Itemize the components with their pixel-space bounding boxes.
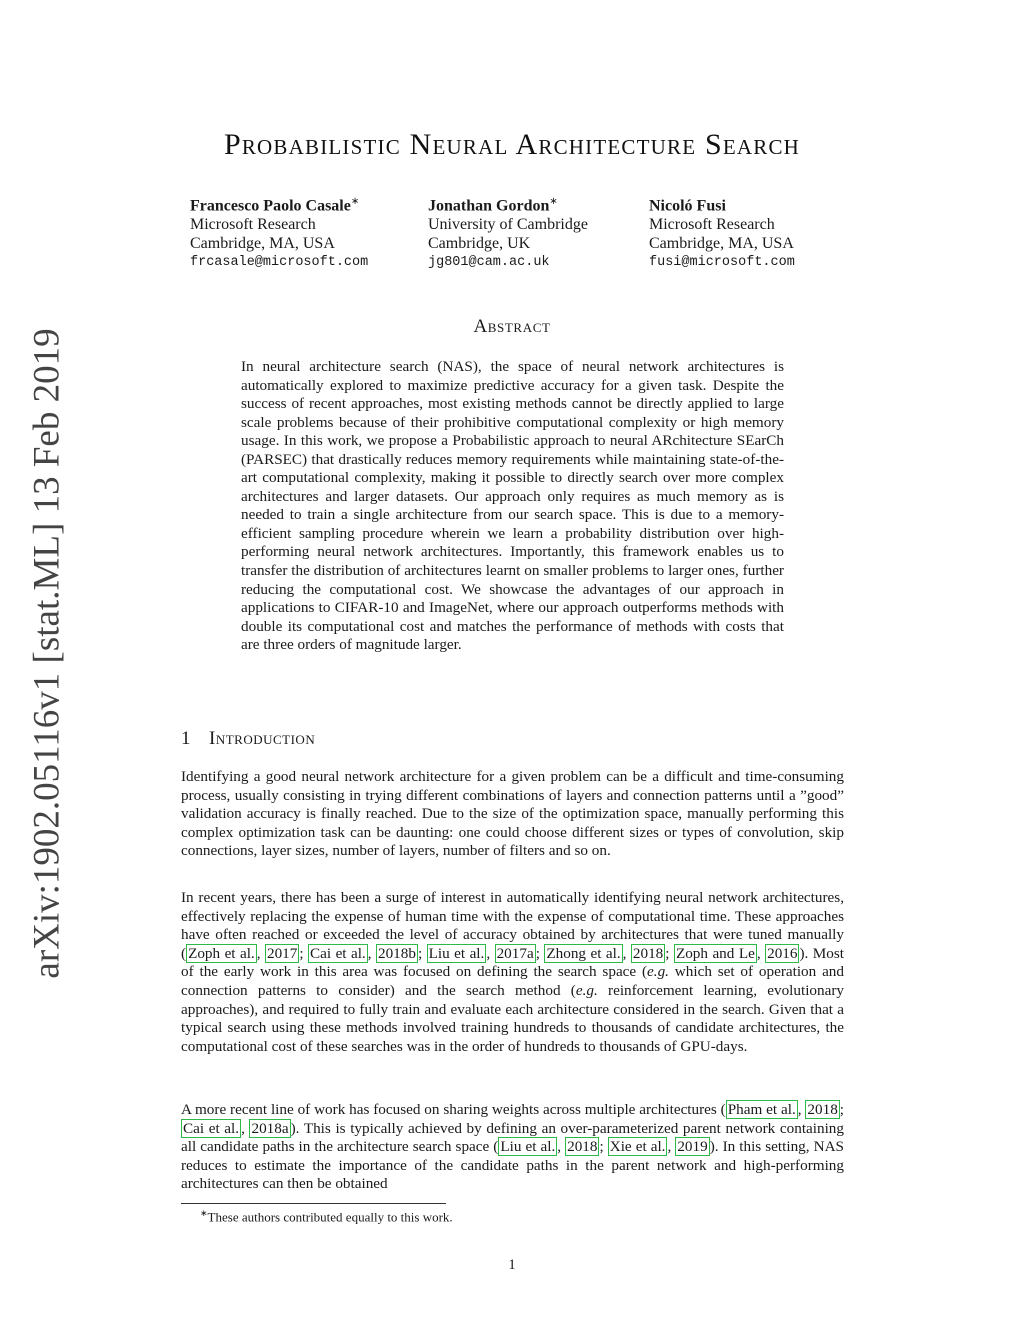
author-1 <box>190 192 428 272</box>
author-3 <box>649 192 849 272</box>
footnote-mark: ∗ <box>200 1208 208 1218</box>
citation-link[interactable]: Zoph et al. <box>188 944 255 962</box>
author-3-affiliation: Microsoft Research <box>649 216 775 234</box>
author-2-name: Jonathan Gordon <box>428 197 550 215</box>
citation-link[interactable]: 2017 <box>266 944 298 962</box>
page-number: 1 <box>508 1257 516 1273</box>
intro-paragraph-1: Identifying a good neural network architecture for a given problem can be a difficult and time-consuming process, usually consisting in trying different combinations of layers and connection patterns until a ”good” validation accuracy is finally reached. Due to the size of the optimization space, manually performing this complex optimization task can be daunting: one could choose different sizes or types of convolution, skip connections, layer sizes, number of layers, number of filters and so on. <box>181 768 844 860</box>
citation-link[interactable]: 2017a <box>496 944 534 962</box>
author-1-location: Cambridge, MA, USA <box>190 235 335 253</box>
author-2-email[interactable]: jg801@cam.ac.uk <box>428 255 550 271</box>
arxiv-stamp-text: arXiv:1902.05116v1 [stat.ML] 13 Feb 2019 <box>26 327 68 979</box>
author-2-mark: ∗ <box>549 196 558 207</box>
citation-link[interactable]: Zoph and Le <box>675 944 755 962</box>
footnote-text: These authors contributed equally to this work. <box>207 1209 453 1225</box>
footnote <box>200 1208 453 1225</box>
citation-link[interactable]: 2018 <box>632 944 664 962</box>
author-1-mark: ∗ <box>350 196 360 207</box>
author-3-email[interactable]: fusi@microsoft.com <box>649 255 795 271</box>
section-number: 1 <box>181 728 191 749</box>
section-heading <box>181 728 315 750</box>
author-1-affiliation: Microsoft Research <box>190 216 316 234</box>
abstract-text: In neural architecture search (NAS), the space of neural network architectures is automatically explored to maximize predictive accuracy for a given task. Despite the success of recent approaches, most existing methods cannot be directly applied to large scale problems because of their prohibitive computational complexity or high memory usage. In this work, we propose a Probabilistic approach to neural ARchitecture SEarCh (PARSEC) that drastically reduces memory requirements while maintaining state-of-the-art computational complexity, making it possible to directly search over more complex architectures and larger datasets. Our approach only requires as much memory as is needed to train a single architecture from our search space. This is due to a memory-efficient sampling procedure wherein we learn a probability distribution over high-performing neural network architectures. Importantly, this framework enables us to transfer the distribution of architectures learnt on smaller problems to larger ones, further reducing the computational cost. We showcase the advantages of our approach in applications to CIFAR-10 and ImageNet, where our approach outperforms methods with double its computational cost and matches the performance of methods with costs that are three orders of magnitude larger. <box>241 358 784 654</box>
citation-link[interactable]: Pham et al. <box>727 1101 796 1118</box>
author-3-name: Nicoló Fusi <box>649 197 726 215</box>
citation-link[interactable]: Cai et al. <box>183 1119 240 1137</box>
author-1-email[interactable]: frcasale@microsoft.com <box>190 255 369 271</box>
citation-link[interactable]: Zhong et al. <box>546 944 621 962</box>
citation-link[interactable]: Cai et al. <box>310 944 366 962</box>
citation-link[interactable]: Liu et al. <box>428 944 485 962</box>
author-2 <box>428 192 649 272</box>
citation-link[interactable]: 2016 <box>767 944 798 962</box>
intro-paragraph-2: In recent years, there has been a surge of interest in automatically identifying neural network architectures, effectively replacing the expense of human time with the expense of computational time. These approaches have often reached or exceeded the level of accuracy obtained by architectures that were tuned manually ( Zoph et al. , 2017 ; Cai et al. , 2018b ; Liu et al. , 2017a ; Zhong et al. , 2018 ; Zoph and Le , 2016 ). Most of the early work in this area was focused on defining the search space (e.g. which set of operation and connection patterns to consider) and the search method (e.g. reinforcement learning, evolutionary approaches), and required to fully train and evaluate each architecture considered in the search. Given that a typical search using these methods involved training hundreds to thousands of candidate architectures, the computational cost of these searches was in the order of hundreds to thousands of GPU-days. <box>181 889 844 1055</box>
footnote-rule <box>181 1203 446 1204</box>
author-3-location: Cambridge, MA, USA <box>649 235 794 253</box>
citation-link[interactable]: 2018 <box>567 1138 598 1156</box>
intro-paragraph-3: A more recent line of work has focused on sharing weights across multiple architectures ( Pham et al. , 2018 ; Cai et al. , 2018a ). This is typically achieved by defining an over-parameterized parent network containing all candidate paths in the architecture search space ( Liu et al. , 2018 ; Xie et al. , 2019 ). In this setting, NAS reduces to estimate the importance of the candidate paths in the parent network and high-performing architectures can then be obtained <box>181 1101 845 1193</box>
citation-link[interactable]: 2018b <box>377 944 416 962</box>
citation-link[interactable]: 2019 <box>677 1138 708 1156</box>
section-title: Introduction <box>209 728 316 749</box>
citation-link[interactable]: 2018 <box>807 1101 838 1118</box>
arxiv-stamp <box>26 327 68 979</box>
abstract-heading: Abstract <box>473 316 551 337</box>
citation-link[interactable]: Xie et al. <box>609 1138 666 1156</box>
paper-title: Probabilistic Neural Architecture Search <box>223 128 801 161</box>
author-block <box>190 192 849 272</box>
citation-link[interactable]: 2018a <box>251 1119 289 1137</box>
author-1-name: Francesco Paolo Casale <box>190 197 351 215</box>
author-2-affiliation: University of Cambridge <box>428 216 588 234</box>
citation-link[interactable]: Liu et al. <box>500 1138 556 1156</box>
author-2-location: Cambridge, UK <box>428 235 531 253</box>
